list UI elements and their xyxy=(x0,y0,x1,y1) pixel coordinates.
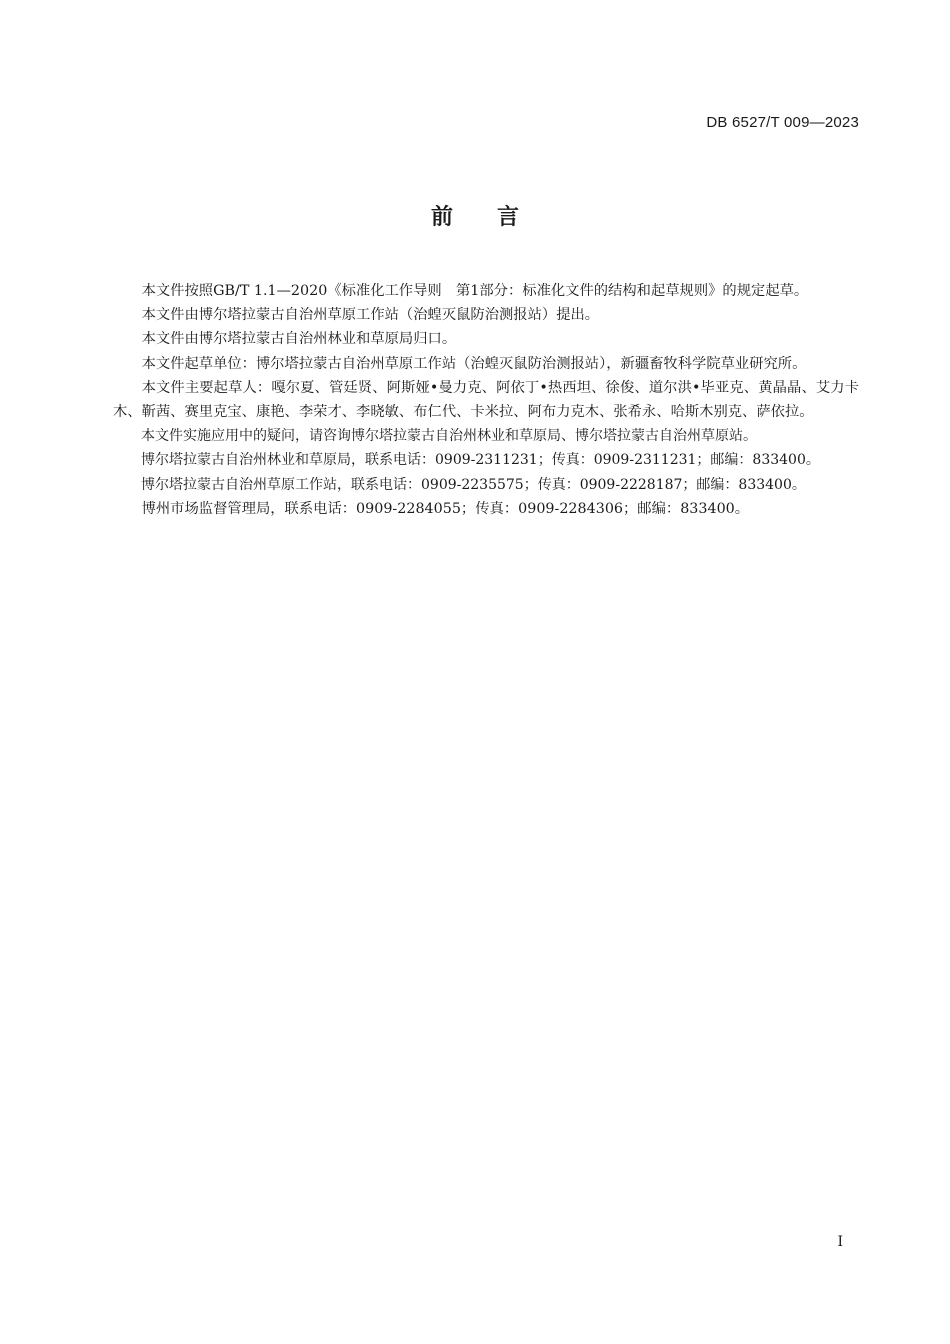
paragraph-contact-market-supervision: 博州市场监督管理局，联系电话：0909-2284055；传真：0909-2284306；邮编：833400。 xyxy=(141,500,750,517)
paragraph-drafters: 本文件主要起草人：嘎尔夏、管廷贤、阿斯娅•曼力克、阿依丁•热西坦、徐俊、道尔洪•毕亚克、黄晶晶、艾力卡木、靳茜、赛里克宝、康艳、李荣才、李晓敏、布仁代、卡米拉、阿布力克木、张希永、哈斯木别克、萨依拉。 xyxy=(113,379,859,421)
paragraph-contact-grassland-station: 博尔塔拉蒙古自治州草原工作站，联系电话：0909-2235575；传真：0909-2228187；邮编：833400。 xyxy=(141,476,806,493)
paragraph-drafting-units: 本文件起草单位：博尔塔拉蒙古自治州草原工作站（治蝗灭鼠防治测报站），新疆畜牧科学院草业研究所。 xyxy=(141,355,807,372)
paragraph-proposer: 本文件由博尔塔拉蒙古自治州草原工作站（治蝗灭鼠防治测报站）提出。 xyxy=(141,307,600,324)
paragraph-centralized-unit: 本文件由博尔塔拉蒙古自治州林业和草原局归口。 xyxy=(141,331,457,348)
document-code: DB 6527/T 009—2023 xyxy=(706,114,859,131)
page-title: 前言 xyxy=(430,205,563,230)
paragraph-contact-forestry-bureau: 博尔塔拉蒙古自治州林业和草原局，联系电话：0909-2311231；传真：0909-2311231；邮编：833400。 xyxy=(141,452,820,469)
paragraph-inquiry: 本文件实施应用中的疑问，请咨询博尔塔拉蒙古自治州林业和草原局、博尔塔拉蒙古自治州草原站。 xyxy=(141,428,757,445)
foreword-body xyxy=(113,279,859,521)
page-number: I xyxy=(837,1234,843,1250)
paragraph-drafting-rules: 本文件按照GB/T 1.1—2020《标准化工作导则 第1部分：标准化文件的结构和起草规则》的规定起草。 xyxy=(141,283,809,299)
